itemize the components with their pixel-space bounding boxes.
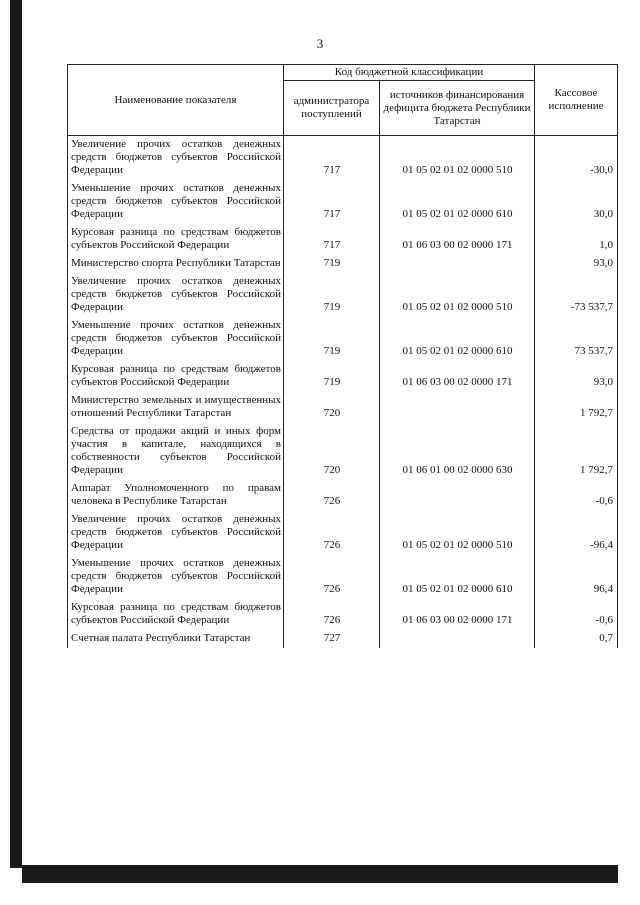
row-value: 1 792,7 bbox=[535, 423, 618, 480]
header-financing-source: источников финансирования дефицита бюджета Республики Татарстан bbox=[380, 81, 535, 136]
table-row bbox=[68, 630, 618, 648]
row-source-code: 01 05 02 01 02 0000 610 bbox=[380, 180, 535, 224]
row-name: Уменьшение прочих остатков денежных средств бюджетов субъектов Российской Федерации bbox=[68, 180, 284, 224]
row-value: 0,7 bbox=[535, 630, 618, 648]
row-name: Средства от продажи акций и иных форм участия в капитале, находящихся в собственности субъектов Российской Федерации bbox=[68, 423, 284, 480]
row-name: Курсовая разница по средствам бюджетов субъектов Российской Федерации bbox=[68, 224, 284, 255]
row-name: Министерство спорта Республики Татарстан bbox=[68, 255, 284, 273]
row-admin-code: 717 bbox=[284, 224, 380, 255]
row-value: 93,0 bbox=[535, 255, 618, 273]
row-admin-code: 726 bbox=[284, 599, 380, 630]
table-row bbox=[68, 317, 618, 361]
row-admin-code: 719 bbox=[284, 255, 380, 273]
header-administrator: администратора поступлений bbox=[284, 81, 380, 136]
row-name: Курсовая разница по средствам бюджетов субъектов Российской Федерации bbox=[68, 361, 284, 392]
table-row bbox=[68, 180, 618, 224]
row-name: Уменьшение прочих остатков денежных средств бюджетов субъектов Российской Федерации bbox=[68, 317, 284, 361]
row-source-code: 01 05 02 01 02 0000 610 bbox=[380, 555, 535, 599]
row-value: 1 792,7 bbox=[535, 392, 618, 423]
row-value: 96,4 bbox=[535, 555, 618, 599]
row-value: -0,6 bbox=[535, 599, 618, 630]
table-row bbox=[68, 255, 618, 273]
table-row bbox=[68, 599, 618, 630]
row-value: 93,0 bbox=[535, 361, 618, 392]
row-value: 73 537,7 bbox=[535, 317, 618, 361]
header-indicator-name: Наименование показателя bbox=[68, 65, 284, 136]
header-cash-execution: Кассовое исполнение bbox=[535, 65, 618, 136]
table-row bbox=[68, 273, 618, 317]
row-admin-code: 717 bbox=[284, 180, 380, 224]
row-source-code bbox=[380, 630, 535, 648]
row-name: Уменьшение прочих остатков денежных средств бюджетов субъектов Российской Федерации bbox=[68, 555, 284, 599]
row-value: 30,0 bbox=[535, 180, 618, 224]
row-value: -96,4 bbox=[535, 511, 618, 555]
row-admin-code: 720 bbox=[284, 423, 380, 480]
row-name: Аппарат Уполномоченного по правам человека в Республике Татарстан bbox=[68, 480, 284, 511]
scan-edge-bottom bbox=[22, 865, 618, 883]
page-number: 3 bbox=[316, 36, 324, 51]
row-source-code: 01 05 02 01 02 0000 510 bbox=[380, 511, 535, 555]
row-name: Счетная палата Республики Татарстан bbox=[68, 630, 284, 648]
table-row bbox=[68, 423, 618, 480]
row-source-code: 01 05 02 01 02 0000 510 bbox=[380, 136, 535, 181]
row-source-code: 01 05 02 01 02 0000 610 bbox=[380, 317, 535, 361]
row-value: 1,0 bbox=[535, 224, 618, 255]
row-source-code bbox=[380, 255, 535, 273]
row-source-code: 01 06 01 00 02 0000 630 bbox=[380, 423, 535, 480]
row-admin-code: 719 bbox=[284, 361, 380, 392]
table-row bbox=[68, 224, 618, 255]
row-source-code: 01 06 03 00 02 0000 171 bbox=[380, 599, 535, 630]
row-value: -0,6 bbox=[535, 480, 618, 511]
row-source-code: 01 06 03 00 02 0000 171 bbox=[380, 361, 535, 392]
row-admin-code: 717 bbox=[284, 136, 380, 181]
table-body bbox=[68, 136, 618, 649]
table-row bbox=[68, 511, 618, 555]
row-value: -30,0 bbox=[535, 136, 618, 181]
row-admin-code: 719 bbox=[284, 317, 380, 361]
row-source-code: 01 05 02 01 02 0000 510 bbox=[380, 273, 535, 317]
row-admin-code: 726 bbox=[284, 480, 380, 511]
row-admin-code: 719 bbox=[284, 273, 380, 317]
row-admin-code: 726 bbox=[284, 555, 380, 599]
table-row bbox=[68, 555, 618, 599]
row-value: -73 537,7 bbox=[535, 273, 618, 317]
row-admin-code: 726 bbox=[284, 511, 380, 555]
table-row bbox=[68, 361, 618, 392]
table-row bbox=[68, 136, 618, 181]
table-row bbox=[68, 480, 618, 511]
row-name: Увеличение прочих остатков денежных средств бюджетов субъектов Российской Федерации bbox=[68, 136, 284, 181]
row-source-code bbox=[380, 392, 535, 423]
row-source-code: 01 06 03 00 02 0000 171 bbox=[380, 224, 535, 255]
row-name: Курсовая разница по средствам бюджетов субъектов Российской Федерации bbox=[68, 599, 284, 630]
row-admin-code: 727 bbox=[284, 630, 380, 648]
row-source-code bbox=[380, 480, 535, 511]
row-name: Увеличение прочих остатков денежных средств бюджетов субъектов Российской Федерации bbox=[68, 511, 284, 555]
table-row bbox=[68, 392, 618, 423]
scan-edge-left bbox=[10, 0, 22, 868]
header-classification-code: Код бюджетной классификации bbox=[284, 65, 535, 81]
row-name: Министерство земельных и имущественных отношений Республики Татарстан bbox=[68, 392, 284, 423]
row-admin-code: 720 bbox=[284, 392, 380, 423]
budget-table bbox=[67, 64, 618, 648]
row-name: Увеличение прочих остатков денежных средств бюджетов субъектов Российской Федерации bbox=[68, 273, 284, 317]
